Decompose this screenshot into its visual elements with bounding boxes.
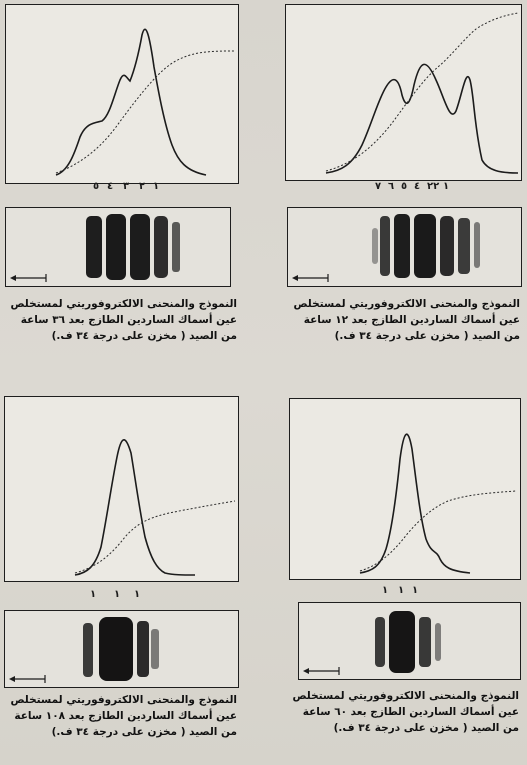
electrophoresis-gel-12h bbox=[287, 207, 522, 287]
direction-arrow bbox=[5, 611, 238, 687]
peak-label: ١ bbox=[134, 589, 141, 600]
electrophoresis-gel-36h bbox=[5, 207, 231, 287]
caption-line: عين أسماك الساردين الطازج بعد ١٠٨ ساعة bbox=[14, 710, 237, 722]
peak-labels-108h bbox=[90, 589, 150, 603]
densitometry-curve-12h bbox=[286, 5, 521, 180]
protein-density-curve bbox=[360, 434, 470, 573]
peak-label: ٤ bbox=[107, 181, 114, 192]
peak-label: ١ bbox=[443, 181, 450, 192]
cumulative-integral-curve bbox=[56, 51, 234, 173]
peak-label: ١ bbox=[382, 585, 389, 596]
caption-line: من الصيد ( مخزن على درجة ٣٤ ف.) bbox=[51, 726, 237, 738]
densitometry-curve-108h bbox=[5, 397, 238, 581]
peak-labels-36h bbox=[93, 181, 173, 195]
cumulative-integral-curve bbox=[360, 491, 516, 571]
peak-labels-12h bbox=[375, 181, 455, 195]
densitometry-graph-36h bbox=[5, 4, 239, 184]
peak-label: ١ bbox=[90, 589, 97, 600]
direction-arrow bbox=[288, 208, 521, 286]
caption-line: النموذج والمنحنى الالكتروفوريتي لمستخلص bbox=[10, 694, 237, 706]
peak-label: ٥ bbox=[93, 181, 100, 192]
protein-density-curve bbox=[75, 440, 195, 575]
caption-36h bbox=[5, 296, 237, 344]
densitometry-graph-60h bbox=[289, 398, 521, 580]
peak-label: ١ bbox=[114, 589, 121, 600]
caption-line: من الصيد ( مخزن على درجة ٣٤ ف.) bbox=[51, 330, 237, 342]
peak-label: ٢ bbox=[139, 181, 146, 192]
electrophoresis-gel-108h bbox=[4, 610, 239, 688]
caption-line: عين أسماك الساردين الطازج بعد ١٢ ساعة bbox=[303, 314, 520, 326]
caption-line: النموذج والمنحنى الالكتروفوريتي لمستخلص bbox=[10, 298, 237, 310]
densitometry-graph-12h bbox=[285, 4, 522, 181]
peak-label: ١ bbox=[153, 181, 160, 192]
caption-line: من الصيد ( مخزن على درجة ٣٤ ف.) bbox=[333, 722, 519, 734]
protein-density-curve bbox=[56, 29, 206, 175]
peak-label: ١ bbox=[412, 585, 419, 596]
caption-108h bbox=[4, 692, 237, 740]
peak-label: ٢٢ bbox=[427, 181, 440, 192]
protein-density-curve bbox=[326, 64, 518, 173]
densitometry-curve-60h bbox=[290, 399, 520, 579]
peak-label: ١ bbox=[398, 585, 405, 596]
caption-line: عين أسماك الساردين الطازج بعد ٦٠ ساعة bbox=[302, 706, 519, 718]
caption-line: النموذج والمنحنى الالكتروفوريتي لمستخلص bbox=[293, 298, 520, 310]
caption-line: من الصيد ( مخزن على درجة ٣٤ ف.) bbox=[334, 330, 520, 342]
densitometry-graph-108h bbox=[4, 396, 239, 582]
direction-arrow bbox=[6, 208, 230, 286]
peak-label: ٣ bbox=[123, 181, 130, 192]
densitometry-curve-36h bbox=[6, 5, 238, 183]
caption-line: عين أسماك الساردين الطازج بعد ٣٦ ساعة bbox=[20, 314, 237, 326]
caption-12h bbox=[285, 296, 520, 344]
peak-label: ٤ bbox=[414, 181, 421, 192]
caption-line: النموذج والمنحنى الالكتروفوريتي لمستخلص bbox=[292, 690, 519, 702]
peak-label: ٦ bbox=[388, 181, 395, 192]
peak-label: ٥ bbox=[401, 181, 408, 192]
caption-60h bbox=[289, 688, 519, 736]
peak-label: ٧ bbox=[375, 181, 382, 192]
direction-arrow bbox=[299, 603, 520, 679]
peak-labels-60h bbox=[382, 585, 432, 599]
electrophoresis-gel-60h bbox=[298, 602, 521, 680]
cumulative-integral-curve bbox=[326, 13, 518, 171]
